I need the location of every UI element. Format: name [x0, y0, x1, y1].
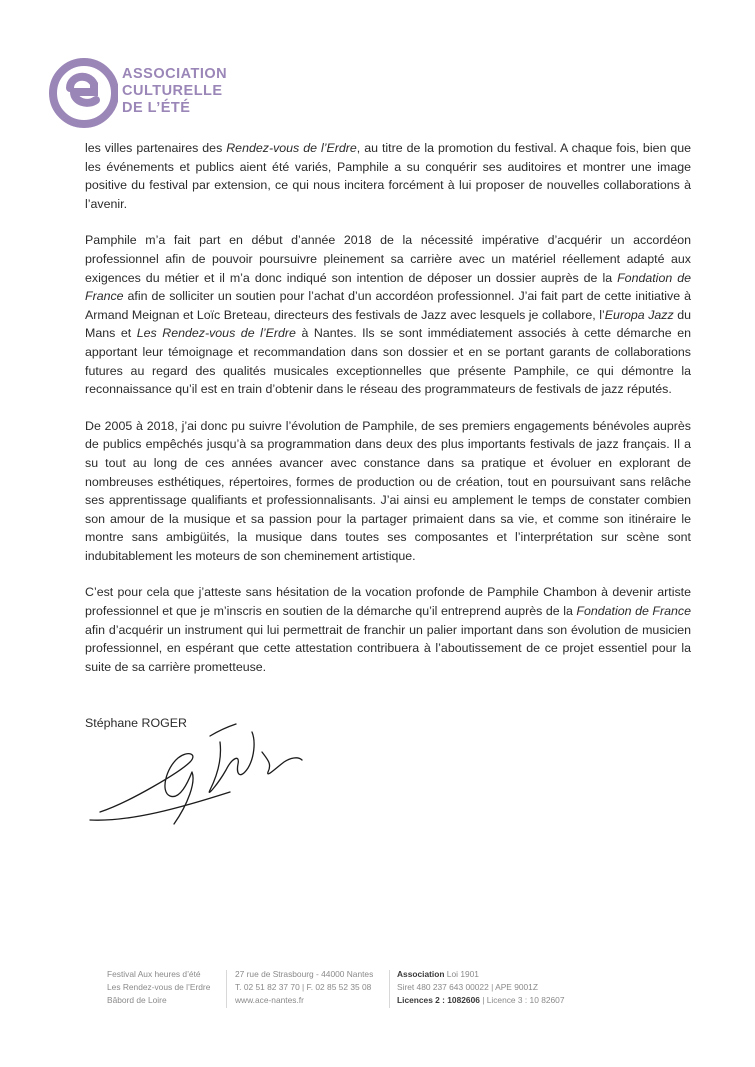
signatory-name: Stéphane ROGER — [85, 716, 187, 730]
footer-text: | Licence 3 : 10 82607 — [479, 995, 565, 1005]
footer-website-link[interactable]: www.ace-nantes.fr — [235, 995, 304, 1005]
text-run: Pamphile m’a fait part en début d’année 2018 de la nécessité impérative d’acquérir un accordéon professionnel afin de pouvoir poursuivre pleinement sa carrière avec un matériel réellement adapté aux exigences du métier et il m’a donc indiqué son intention de déposer un dossier auprès de la — [85, 233, 691, 285]
footer-bold-text: Licences 2 : 1082606 — [397, 995, 480, 1005]
logo-line: DE L’ÉTÉ — [122, 100, 191, 116]
footer-line: T. 02 51 82 37 70 | F. 02 85 52 35 08 — [235, 982, 372, 992]
text-run-italic: Europa Jazz — [604, 307, 674, 322]
footer-line — [397, 994, 567, 1007]
ace-logo-icon — [48, 54, 118, 132]
text-run: C’est pour cela que j’atteste sans hésitation de la vocation profonde de Pamphile Chambon à devenir artiste professionnel et que je m’inscris en soutien de la démarche qu’il entreprend auprès de la — [85, 585, 691, 619]
footer-line: Siret 480 237 643 00022 | APE 9001Z — [397, 982, 538, 992]
footer-divider — [226, 970, 227, 1008]
paragraph-4 — [85, 583, 691, 676]
association-logo — [48, 54, 228, 134]
text-run-italic: Rendez-vous de l’Erdre — [226, 141, 357, 155]
footer-legal — [397, 968, 567, 1007]
footer-line: Bâbord de Loire — [107, 995, 167, 1005]
text-run: à Nantes. Ils se sont immédiatement associés à cette démarche en apportant leur témoignage et recommandation dans son dossier et en se portant garants de collaborations futures au regard des qualités musicales exceptionnelles que présente Pamphile, ce qui démontre la reconnaissance qu’il est en train d’obtenir dans le réseau des programmateurs de festivals de jazz réputés. — [85, 326, 691, 397]
handwritten-signature — [70, 712, 310, 832]
paragraph-3: De 2005 à 2018, j’ai donc pu suivre l’évolution de Pamphile, de ses premiers engagements bénévoles auprès de publics empêchés jusqu’à sa programmation dans deux des plus importants festivals de jazz français. Il a su tout au long de ces années avancer avec constance dans sa pratique et évoluer en explorant de nombreuses esthétiques, répertoires, formes de production ou de création, tout en poursuivant sans relâche ses apprentissage qualifiants et professionnalisants. J’ai ainsi eu amplement le temps de constater combien son amour de la musique et sa passion pour la partager primaient dans sa vie, et comme son itinéraire le montre sans ambigüités, la musique dans toutes ses composantes et l’interprétation sur scène sont indubitablement les moteurs de son cheminement artistique. — [85, 418, 691, 563]
text-run: afin d’acquérir un instrument qui lui permettrait de franchir un palier important dans son évolution de musicien professionnel, en espérant que cette attestation contribuera à l’aboutissement de ce projet essentiel pour la suite de sa carrière prometteuse. — [85, 622, 691, 674]
logo-wordmark — [122, 66, 227, 117]
footer-line: Festival Aux heures d’été — [107, 969, 201, 979]
footer-line — [397, 968, 567, 981]
paragraph-2 — [85, 231, 691, 398]
text-run-italic: Fondation de France — [85, 270, 692, 304]
text-run: du Mans et — [85, 307, 691, 341]
text-run: les villes partenaires des — [85, 141, 227, 155]
text-run: afin de solliciter un soutien pour l’achat d’un accordéon professionnel. J’ai fait part de cette initiative à Armand Meignan et Loïc Breteau, directeurs des festivals de Jazz avec lesquels je collabore, l’ — [85, 289, 691, 322]
footer-bold-text: Association — [397, 969, 445, 979]
footer-festivals — [107, 968, 219, 1007]
text-run-italic: Les Rendez-vous de l’Erdre — [136, 326, 296, 341]
logo-line: ASSOCIATION — [122, 66, 228, 82]
text-run-italic: Fondation de France — [576, 604, 691, 619]
footer-text: Loi 1901 — [444, 969, 479, 979]
footer-contact — [235, 968, 385, 1007]
logo-line: CULTURELLE — [122, 83, 223, 99]
footer-divider — [389, 970, 390, 1008]
footer-line: Les Rendez-vous de l’Erdre — [107, 982, 211, 992]
paragraph-1 — [85, 139, 691, 213]
footer-line: 27 rue de Strasbourg - 44000 Nantes — [235, 969, 374, 979]
letter-body — [85, 139, 691, 694]
text-run: , au titre de la promotion du festival. A chaque fois, bien que les événements et publics aient été variés, Pamphile a su conquérir ses auditoires et montrer une image positive du festival par extension, ce qui nous incitera forcément à lui proposer de nouvelles collaborations à l’avenir. — [85, 141, 691, 211]
